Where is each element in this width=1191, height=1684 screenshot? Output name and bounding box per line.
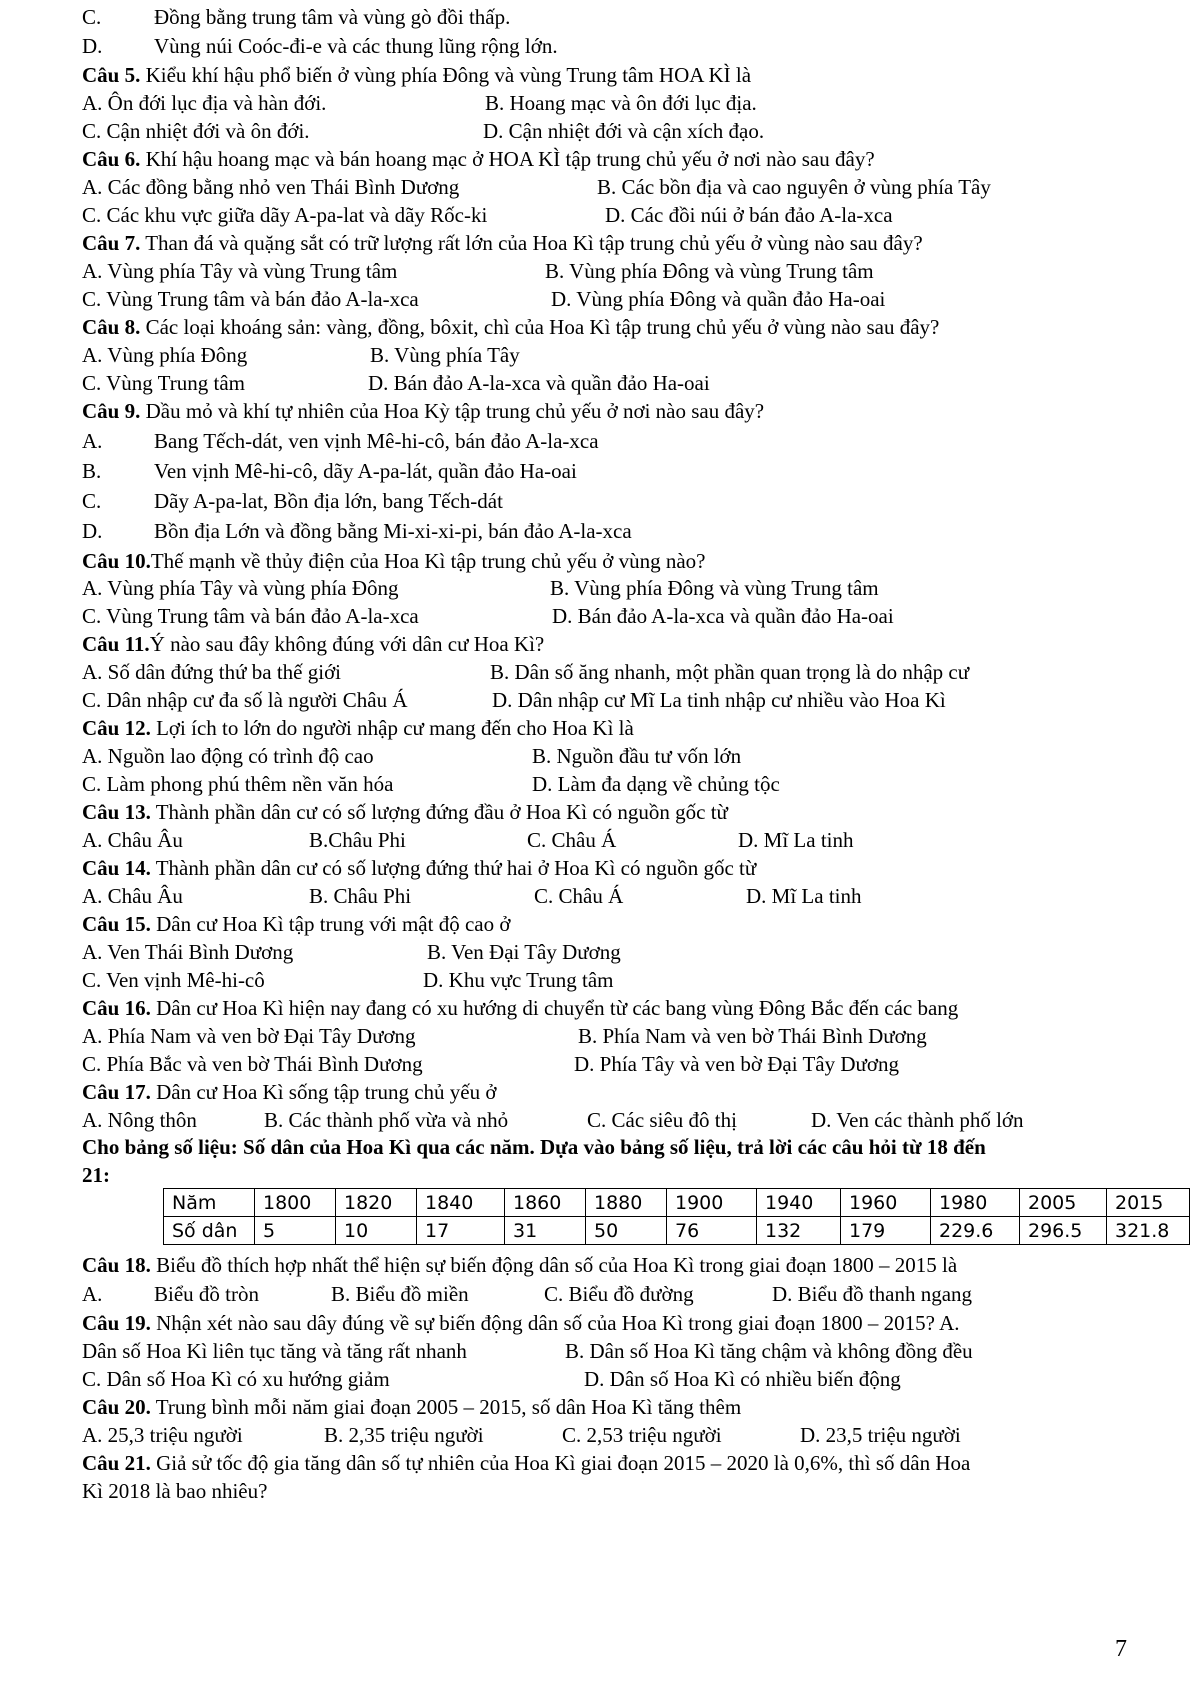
question-5: Câu 5. Kiểu khí hậu phổ biến ở vùng phía Đông và vùng Trung tâm HOA KÌ là [82,63,752,87]
question-10: Câu 10.Thế mạnh về thủy điện của Hoa Kì tập trung chủ yếu ở vùng nào? [82,549,706,573]
q4-option-d: Vùng núi Coóc-đi-e và các thung lũng rộng lớn. [154,34,558,58]
q9-option-b-label: B. [82,459,102,483]
q6-option-b: B. Các bồn địa và cao nguyên ở vùng phía Tây [597,175,991,199]
table-cell-population: 179 [841,1217,931,1245]
q20-option-d: D. 23,5 triệu người [800,1423,961,1447]
q14-option-b: B. Châu Phi [309,884,412,908]
table-cell-year: 1900 [667,1189,757,1217]
q5-option-b: B. Hoang mạc và ôn đới lục địa. [485,91,757,115]
q5-option-c: C. Cận nhiệt đới và ôn đới. [82,119,310,143]
table-cell-year: 1940 [757,1189,841,1217]
q17-option-c: C. Các siêu đô thị [587,1108,737,1132]
table-cell-year: 1820 [336,1189,417,1217]
table-cell-year: 1980 [931,1189,1020,1217]
question-17: Câu 17. Dân cư Hoa Kì sống tập trung chủ yếu ở [82,1080,497,1104]
q18-option-d: D. Biểu đồ thanh ngang [772,1282,973,1306]
question-12: Câu 12. Lợi ích to lớn do người nhập cư mang đến cho Hoa Kì là [82,716,634,740]
q5-option-d: D. Cận nhiệt đới và cận xích đạo. [483,119,765,143]
table-cell-population: 132 [757,1217,841,1245]
q6-option-c: C. Các khu vực giữa dãy A-pa-lat và dãy Rốc-ki [82,203,488,227]
q4-option-c: Đồng bằng trung tâm và vùng gò đồi thấp. [154,5,511,29]
q10-option-c: C. Vùng Trung tâm và bán đảo A-la-xca [82,604,419,628]
q16-option-d: D. Phía Tây và ven bờ Đại Tây Dương [574,1052,900,1076]
q12-option-a: A. Nguồn lao động có trình độ cao [82,744,374,768]
table-cell-population: 10 [336,1217,417,1245]
q20-option-a: A. 25,3 triệu người [82,1423,243,1447]
q11-option-b: B. Dân số ăng nhanh, một phần quan trọng là do nhập cư [490,660,970,684]
table-cell-population: 5 [255,1217,336,1245]
q6-option-d: D. Các đồi núi ở bán đảo A-la-xca [605,203,893,227]
q13-option-b: B.Châu Phi [309,828,406,852]
q16-option-a: A. Phía Nam và ven bờ Đại Tây Dương [82,1024,416,1048]
question-16: Câu 16. Dân cư Hoa Kì hiện nay đang có xu hướng di chuyển từ các bang vùng Đông Bắc đến các bang [82,996,959,1020]
q9-option-b: Ven vịnh Mê-hi-cô, dãy A-pa-lát, quần đảo Ha-oai [154,459,577,483]
table-cell-year: 2015 [1107,1189,1190,1217]
q18-option-a-label: A. [82,1282,103,1306]
q4-option-c-label: C. [82,5,102,29]
table-cell-population: 31 [505,1217,586,1245]
q9-option-d-label: D. [82,519,103,543]
table-cell-population: 229.6 [931,1217,1020,1245]
q8-option-a: A. Vùng phía Đông [82,343,248,367]
question-11: Câu 11.Ý nào sau đây không đúng với dân cư Hoa Kì? [82,632,545,656]
q13-option-d: D. Mĩ La tinh [738,828,854,852]
question-14: Câu 14. Thành phần dân cư có số lượng đứng thứ hai ở Hoa Kì có nguồn gốc từ [82,856,757,880]
q17-option-a: A. Nông thôn [82,1108,197,1132]
q15-option-b: B. Ven Đại Tây Dương [427,940,621,964]
table-cell-year: 1880 [586,1189,667,1217]
table-row-years [164,1189,1190,1217]
q16-option-b: B. Phía Nam và ven bờ Thái Bình Dương [578,1024,927,1048]
table-cell-year: 2005 [1020,1189,1107,1217]
q9-option-a-label: A. [82,429,103,453]
q9-option-c-label: C. [82,489,102,513]
q11-option-c: C. Dân nhập cư đa số là người Châu Á [82,688,408,712]
q19-option-b: B. Dân số Hoa Kì tăng chậm và không đồng đều [565,1339,973,1363]
population-table [163,1188,1190,1245]
table-intro: Cho bảng số liệu: Số dân của Hoa Kì qua các năm. Dựa vào bảng số liệu, trả lời các câu hỏi từ 18 đến [82,1135,986,1159]
q14-option-d: D. Mĩ La tinh [746,884,862,908]
q18-option-b: B. Biểu đồ miền [331,1282,469,1306]
q9-option-c: Dãy A-pa-lat, Bồn địa lớn, bang Tếch-dát [154,489,503,513]
question-20: Câu 20. Trung bình mỗi năm giai đoạn 2005 – 2015, số dân Hoa Kì tăng thêm [82,1395,742,1419]
q15-option-c: C. Ven vịnh Mê-hi-cô [82,968,265,992]
table-cell-population: 76 [667,1217,757,1245]
table-cell-year: 1960 [841,1189,931,1217]
table-cell-year: 1840 [417,1189,505,1217]
q5-option-a: A. Ôn đới lục địa và hàn đới. [82,91,327,115]
question-7: Câu 7. Than đá và quặng sắt có trữ lượng rất lớn của Hoa Kì tập trung chủ yếu ở vùng nào sau đây? [82,231,923,255]
q7-option-a: A. Vùng phía Tây và vùng Trung tâm [82,259,398,283]
table-intro-continued: 21: [82,1163,110,1187]
table-row-population [164,1217,1190,1245]
q9-option-d: Bồn địa Lớn và đồng bằng Mi-xi-xi-pi, bán đảo A-la-xca [154,519,632,543]
q15-option-a: A. Ven Thái Bình Dương [82,940,294,964]
question-18: Câu 18. Biểu đồ thích hợp nhất thể hiện sự biến động dân số của Hoa Kì trong giai đoạn 1800 – 2015 là [82,1253,958,1277]
question-21: Câu 21. Giả sử tốc độ gia tăng dân số tự nhiên của Hoa Kì giai đoạn 2015 – 2020 là 0,6%, thì số dân Hoa [82,1451,971,1475]
q13-option-a: A. Châu Âu [82,828,183,852]
question-6: Câu 6. Khí hậu hoang mạc và bán hoang mạc ở HOA KÌ tập trung chủ yếu ở nơi nào sau đây? [82,147,875,171]
q17-option-b: B. Các thành phố vừa và nhỏ [264,1108,509,1132]
q12-option-b: B. Nguồn đầu tư vốn lớn [532,744,742,768]
question-15: Câu 15. Dân cư Hoa Kì tập trung với mật độ cao ở [82,912,511,936]
q13-option-c: C. Châu Á [527,828,617,852]
q8-option-d: D. Bán đảo A-la-xca và quần đảo Ha-oai [368,371,710,395]
q8-option-b: B. Vùng phía Tây [370,343,520,367]
q15-option-d: D. Khu vực Trung tâm [423,968,614,992]
question-9: Câu 9. Dầu mỏ và khí tự nhiên của Hoa Kỳ tập trung chủ yếu ở nơi nào sau đây? [82,399,765,423]
q7-option-d: D. Vùng phía Đông và quần đảo Ha-oai [551,287,886,311]
q11-option-a: A. Số dân đứng thứ ba thế giới [82,660,342,684]
q8-option-c: C. Vùng Trung tâm [82,371,245,395]
q19-option-c: C. Dân số Hoa Kì có xu hướng giảm [82,1367,390,1391]
question-21-continued: Kì 2018 là bao nhiêu? [82,1479,268,1503]
q6-option-a: A. Các đồng bằng nhỏ ven Thái Bình Dương [82,175,460,199]
table-header-year: Năm [164,1189,255,1217]
question-13: Câu 13. Thành phần dân cư có số lượng đứng đầu ở Hoa Kì có nguồn gốc từ [82,800,728,824]
q9-option-a: Bang Tếch-dát, ven vịnh Mê-hi-cô, bán đảo A-la-xca [154,429,599,453]
page-number: 7 [1115,1636,1127,1662]
q10-option-b: B. Vùng phía Đông và vùng Trung tâm [550,576,879,600]
table-header-population: Số dân [164,1217,255,1245]
question-8: Câu 8. Các loại khoáng sản: vàng, đồng, bôxit, chì của Hoa Kì tập trung chủ yếu ở vùng nào sau đây? [82,315,940,339]
q19-option-a: Dân số Hoa Kì liên tục tăng và tăng rất nhanh [82,1339,467,1363]
q16-option-c: C. Phía Bắc và ven bờ Thái Bình Dương [82,1052,423,1076]
q4-option-d-label: D. [82,34,103,58]
q18-option-a: Biểu đồ tròn [154,1282,259,1306]
q19-option-d: D. Dân số Hoa Kì có nhiều biến động [584,1367,901,1391]
q12-option-d: D. Làm đa dạng về chủng tộc [532,772,780,796]
q14-option-c: C. Châu Á [534,884,624,908]
table-cell-year: 1800 [255,1189,336,1217]
q7-option-b: B. Vùng phía Đông và vùng Trung tâm [545,259,874,283]
table-cell-population: 296.5 [1020,1217,1107,1245]
q20-option-c: C. 2,53 triệu người [562,1423,722,1447]
q10-option-a: A. Vùng phía Tây và vùng phía Đông [82,576,399,600]
q17-option-d: D. Ven các thành phố lớn [811,1108,1024,1132]
q11-option-d: D. Dân nhập cư Mĩ La tinh nhập cư nhiều vào Hoa Kì [492,688,946,712]
q20-option-b: B. 2,35 triệu người [324,1423,484,1447]
q18-option-c: C. Biểu đồ đường [544,1282,694,1306]
table-cell-population: 321.8 [1107,1217,1190,1245]
table-cell-population: 17 [417,1217,505,1245]
q10-option-d: D. Bán đảo A-la-xca và quần đảo Ha-oai [552,604,894,628]
table-cell-year: 1860 [505,1189,586,1217]
q12-option-c: C. Làm phong phú thêm nền văn hóa [82,772,394,796]
question-19: Câu 19. Nhận xét nào sau dây đúng về sự biến động dân số của Hoa Kì trong giai đoạn 1800 – 2015? A. [82,1311,960,1335]
q7-option-c: C. Vùng Trung tâm và bán đảo A-la-xca [82,287,419,311]
q14-option-a: A. Châu Âu [82,884,183,908]
table-cell-population: 50 [586,1217,667,1245]
